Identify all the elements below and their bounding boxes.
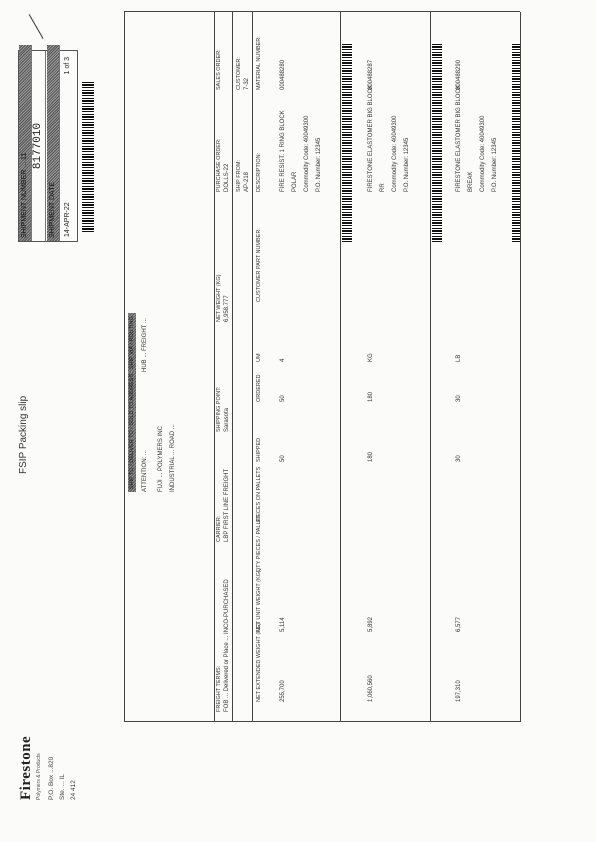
item-um: KG — [368, 353, 374, 362]
item-desc-line: FIRESTONE ELASTOMER BIG BLOCK — [368, 85, 374, 192]
item-material: 000488280 — [280, 59, 286, 90]
address-line: Ste. ... IL — [59, 773, 66, 800]
ship-via-value: HUB ... FREIGHT ... — [142, 318, 148, 372]
item-net-ext: 1,060,560 — [368, 675, 374, 702]
sales-order-label: SALES ORDER: — [216, 49, 222, 90]
document-title: FSIP Packing slip — [18, 395, 29, 474]
net-weight-value: 6,958.777 — [224, 295, 230, 322]
page-count: 1 of 3 — [64, 57, 71, 75]
item-net-ext: 197,310 — [456, 680, 462, 702]
customer-value: 7-32 — [244, 77, 250, 90]
address-line: P.O. Box ...820 — [48, 756, 55, 800]
col-net-extended-weight: NET EXTENDED WEIGHT (KG) — [256, 623, 262, 702]
item-desc-line: P.O. Number: 12345 — [492, 137, 498, 192]
purchase-order-label: PURCHASE ORDER: — [216, 138, 222, 192]
purchase-order-value: DOLLS-22 — [224, 163, 230, 192]
col-shipped: SHIPPED — [256, 437, 262, 462]
shipment-number: 8177010 — [31, 51, 46, 241]
ship-from-label: SHIP FROM: — [236, 160, 242, 192]
item-barcode — [512, 42, 520, 242]
item-net-unit: 5,892 — [368, 616, 374, 632]
shipping-point-label: SHIPPING POINT: — [216, 386, 222, 432]
item-um: 4 — [280, 358, 286, 362]
customer-label: CUSTOMER: — [236, 57, 242, 90]
ship-to-line: ATTENTION: ... — [142, 450, 148, 492]
company-logo: Firestone — [18, 735, 34, 800]
item-net-ext: 255,700 — [280, 680, 286, 702]
shipment-barcode — [82, 82, 94, 232]
item-ordered: 50 — [280, 395, 286, 402]
freight-terms-value: FOB ... Delivered or Place ... INCO-PURCHASED — [224, 579, 230, 712]
company-tagline: Polymers & Products — [36, 753, 42, 800]
item-barcode — [432, 42, 442, 242]
handwritten-mark — [23, 14, 43, 42]
item-desc-line: P.O. Number: 12345 — [404, 137, 410, 192]
item-ordered: 180 — [368, 391, 374, 402]
item-net-unit: 5,114 — [280, 617, 286, 632]
shipment-info-box — [18, 50, 78, 242]
col-material-number: MATERIAL NUMBER: — [256, 36, 262, 90]
item-barcode — [342, 42, 352, 242]
freight-terms-label: FREIGHT TERMS: — [216, 665, 222, 712]
item-desc-line: FIRESTONE ELASTOMER BIG BLOCK — [456, 85, 462, 192]
item-shipped: 30 — [456, 455, 462, 462]
ship-to-label: SHIP TO / DELIVER TO / SOLD TO ADDRESS — [128, 371, 136, 492]
shipment-date: 14-APR-22 — [64, 202, 71, 237]
shipment-date-label: SHIPMENT DATE — [47, 45, 60, 241]
item-ordered: 30 — [456, 395, 462, 402]
item-desc-line: P.O. Number: 12345 — [316, 137, 322, 192]
item-material: 000488290 — [456, 59, 462, 90]
ship-from-value: AP-218 — [244, 171, 250, 192]
item-desc-line: Commodity Code: 40049300 — [480, 115, 486, 192]
item-desc-line: BREAK — [468, 171, 474, 192]
company-address — [46, 757, 79, 800]
col-um: UM — [256, 353, 262, 362]
shipment-date-row — [59, 51, 76, 241]
item-desc-line: FIRE RESIST. 1 RING BLOCK — [280, 110, 286, 192]
item-net-unit: 6,577 — [456, 616, 462, 632]
ship-via-label: SHIP VIA / ROUTING — [128, 313, 136, 372]
item-desc-line: RR — [380, 183, 386, 192]
item-material: 000488287 — [368, 59, 374, 90]
col-qty-pieces-pallet: QTY PIECES / PALLET — [256, 514, 262, 572]
item-desc-line: Commodity Code: 40049300 — [392, 115, 398, 192]
col-pieces-on-pallets: PIECES ON PALLETS — [256, 466, 262, 522]
item-shipped: 180 — [368, 451, 374, 462]
ship-to-line: FUJI ... POLYMERS INC — [158, 426, 164, 492]
item-um: LB — [456, 354, 462, 362]
ship-to-line: INDUSTRIAL ... ROAD ... — [170, 424, 176, 492]
address-line: 24 412 — [70, 780, 77, 800]
carrier-label: CARRIER: — [216, 515, 222, 542]
shipment-number-label: SHIPMENT NUMBER ... 11 — [19, 45, 32, 241]
col-net-unit-weight: NET UNIT WEIGHT (KG) — [256, 570, 262, 632]
shipping-point-value: Sarasota — [224, 407, 230, 432]
col-description: DESCRIPTION: — [256, 152, 262, 192]
carrier-value: LBP FIRST LINE FREIGHT — [224, 468, 230, 542]
item-desc-line: POLAR — [292, 171, 298, 192]
net-weight-label: NET WEIGHT (KG) — [216, 274, 222, 322]
item-desc-line: Commodity Code: 40049300 — [304, 115, 310, 192]
item-shipped: 50 — [280, 455, 286, 462]
col-customer-part: CUSTOMER PART NUMBER: — [256, 228, 262, 302]
col-ordered: ORDERED — [256, 374, 262, 402]
